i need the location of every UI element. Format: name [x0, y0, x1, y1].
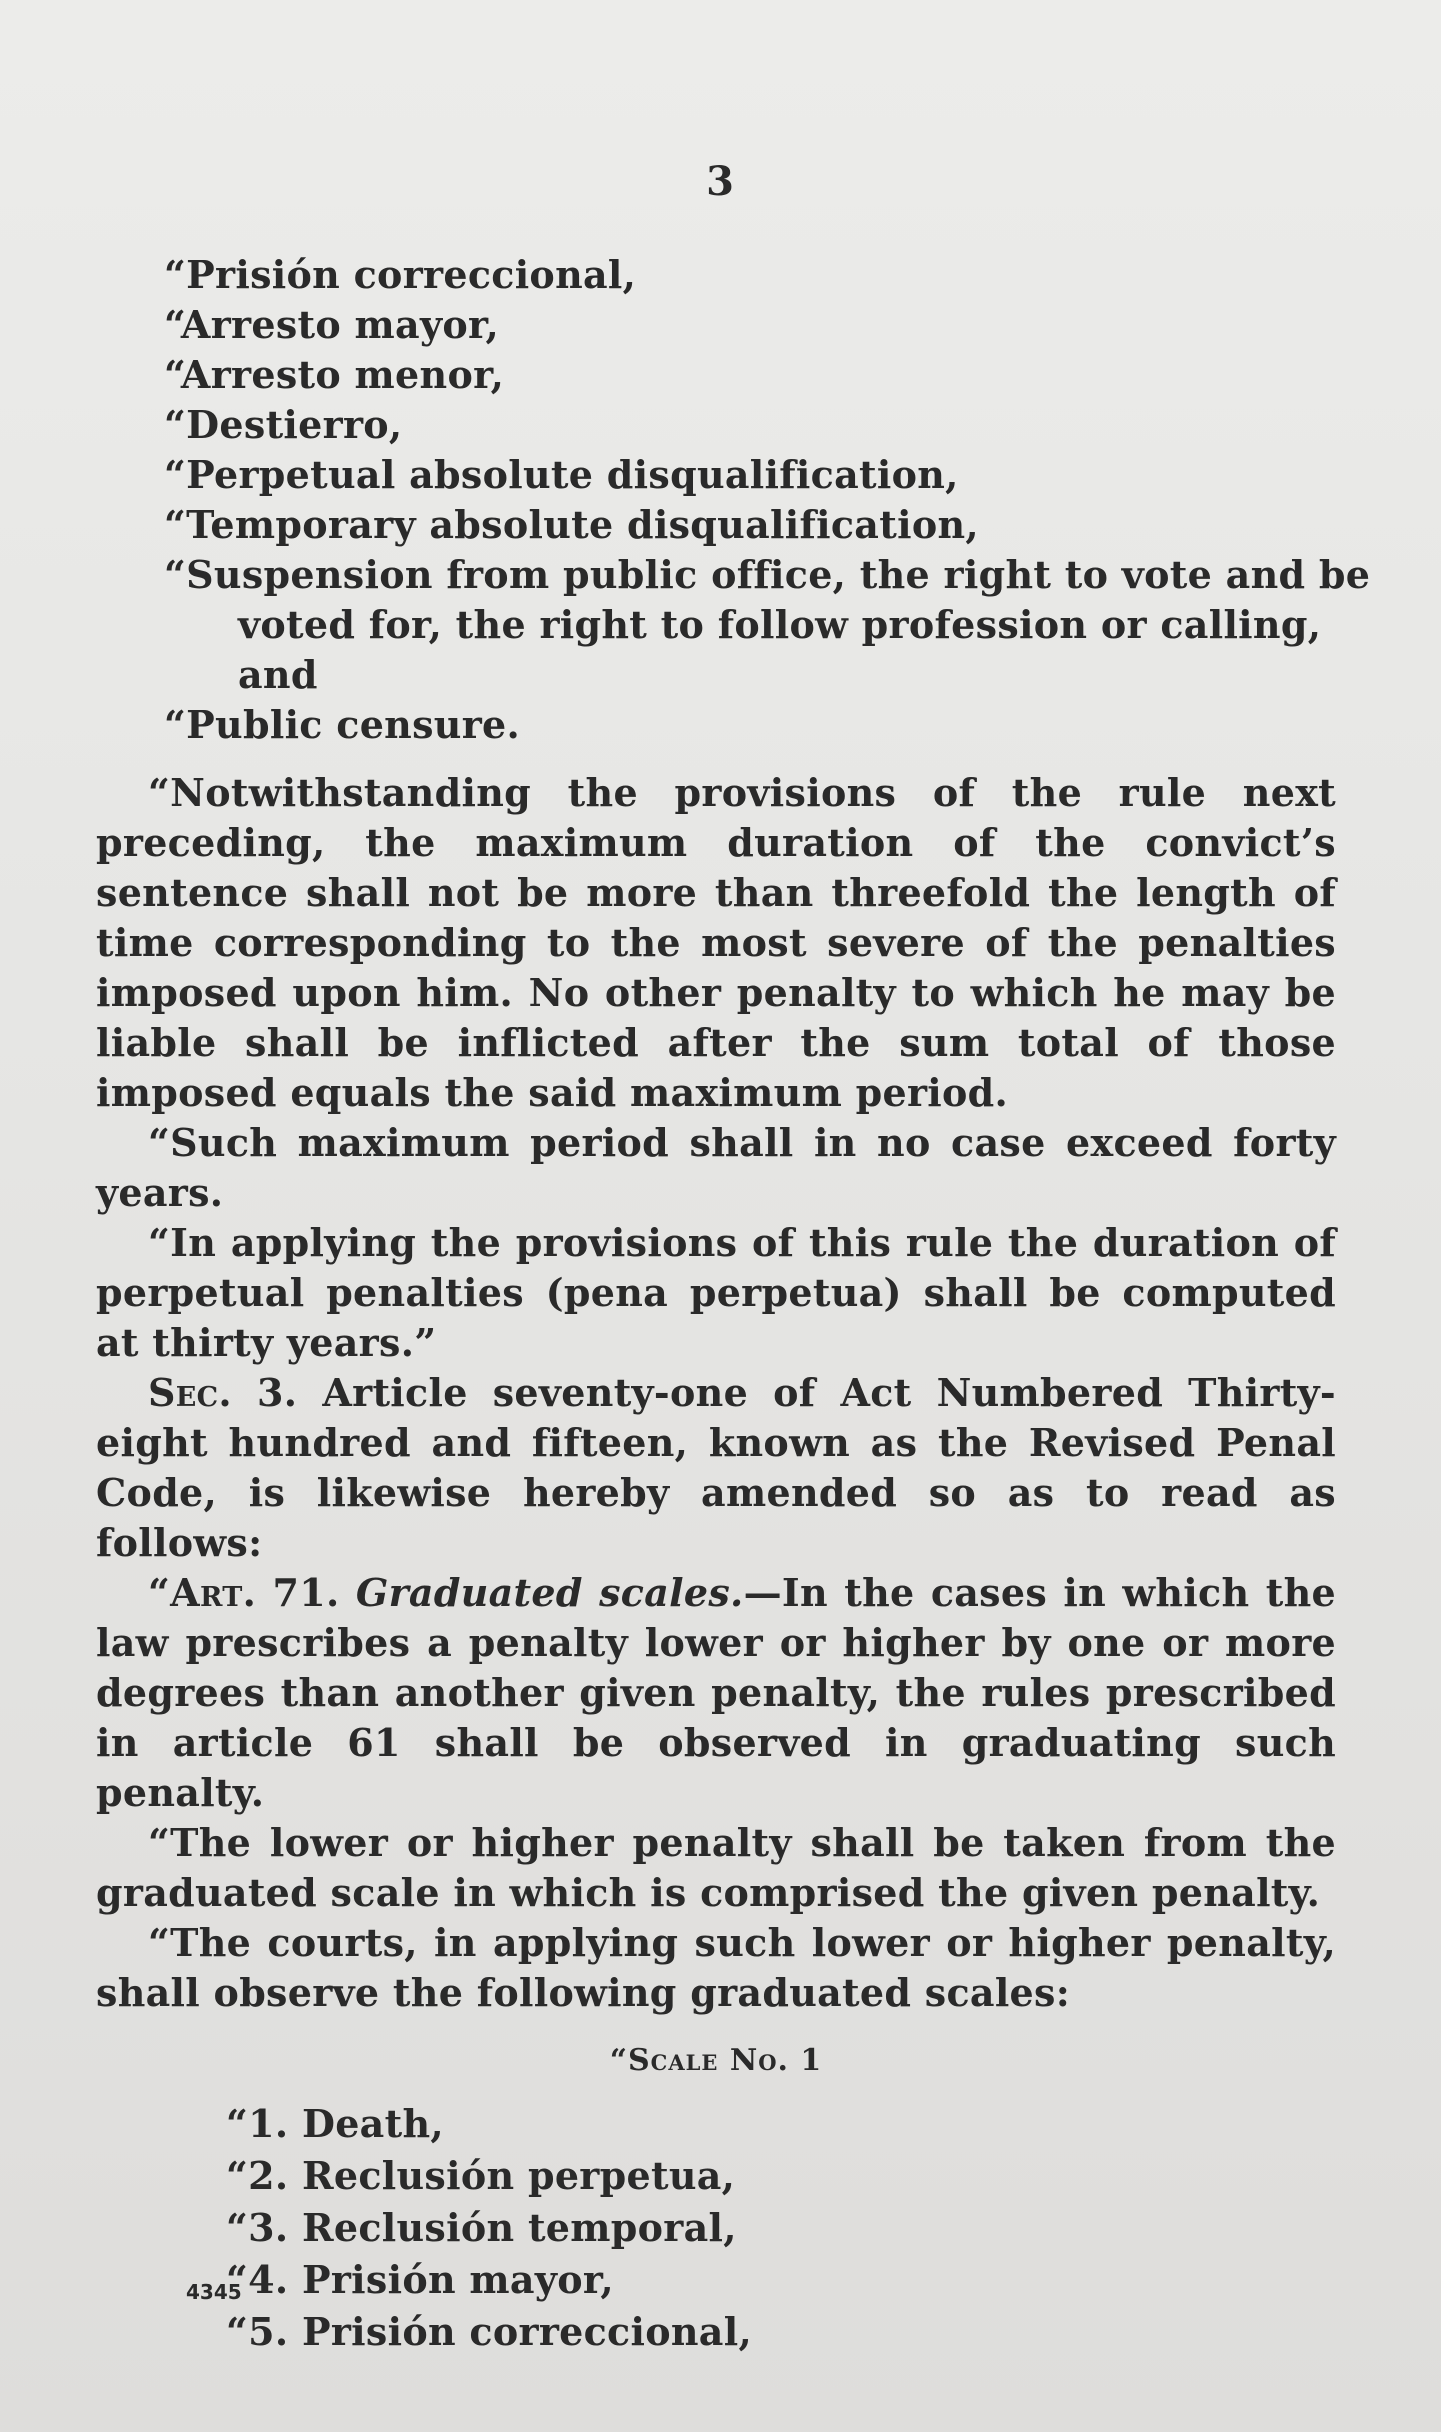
section-label: Sec	[148, 1370, 219, 1415]
list-item: “Arresto mayor,	[164, 302, 500, 347]
scale-item: “3. Reclusión temporal,	[226, 2205, 737, 2250]
paragraph-courts: “The courts, in applying such lower or higher penalty, shall observe the following graduated scales:	[96, 1920, 1336, 2015]
scale-item: “1. Death,	[226, 2101, 444, 2146]
list-item: “Temporary absolute disqualification,	[164, 502, 979, 547]
article-quote: “	[148, 1570, 171, 1615]
paragraph-forty-years: “Such maximum period shall in no case exceed forty years.	[96, 1120, 1336, 1215]
list-item: “Public censure.	[164, 702, 521, 747]
list-item: “Destierro,	[164, 402, 403, 447]
article-label: Art	[170, 1570, 243, 1615]
list-item: “Arresto menor,	[164, 352, 505, 397]
article-title: Graduated scales.	[355, 1570, 744, 1615]
list-item: “Suspension from public office, the right to vote and be voted for, the right to follow profession or calling, and	[164, 552, 1371, 697]
scale-item: “4. Prisión mayor,	[226, 2257, 614, 2302]
scale-item: “2. Reclusión perpetua,	[226, 2153, 736, 2198]
paragraph-article-71	[96, 1568, 1336, 1818]
page-number: 3	[706, 158, 735, 205]
paragraph-thirty-years: “In applying the provisions of this rule the duration of perpetual penalties (pena perpetua) shall be computed at thirty years.”	[96, 1220, 1336, 1365]
section-text: . 3. Article seventy-one of Act Numbered Thirty-eight hundred and fifteen, known as the Revised Penal Code, is likewise hereby amended so as to read as follows:	[96, 1370, 1336, 1565]
paragraph-lower-higher: “The lower or higher penalty shall be taken from the graduated scale in which is comprised the given penalty.	[96, 1820, 1336, 1915]
scale-heading: “Scale No. 1	[609, 2043, 823, 2078]
paragraph-notwithstanding: “Notwithstanding the provisions of the rule next preceding, the maximum duration of the convict’s sentence shall not be more than threefold the length of time corresponding to the most severe of the penalties imposed upon him. No other penalty to which he may be liable shall be inflicted after the sum total of those imposed equals the said maximum period.	[96, 770, 1336, 1115]
body-text	[96, 250, 1371, 2358]
printer-code: 4345	[186, 2280, 242, 2304]
penalty-list	[96, 250, 1371, 750]
scale-list	[96, 2098, 1336, 2358]
article-text: —In the cases in which the law prescribes a penalty lower or higher by one or more degrees than another given penalty, the rules prescribed in article 61 shall be observed in graduating such penalty.	[96, 1570, 1337, 1815]
scale-item: “5. Prisión correccional,	[226, 2309, 752, 2354]
list-item: “Prisión correccional,	[164, 252, 637, 297]
list-item: “Perpetual absolute disqualification,	[164, 452, 959, 497]
paragraph-section-3	[96, 1368, 1336, 1568]
article-number: . 71.	[242, 1570, 356, 1615]
